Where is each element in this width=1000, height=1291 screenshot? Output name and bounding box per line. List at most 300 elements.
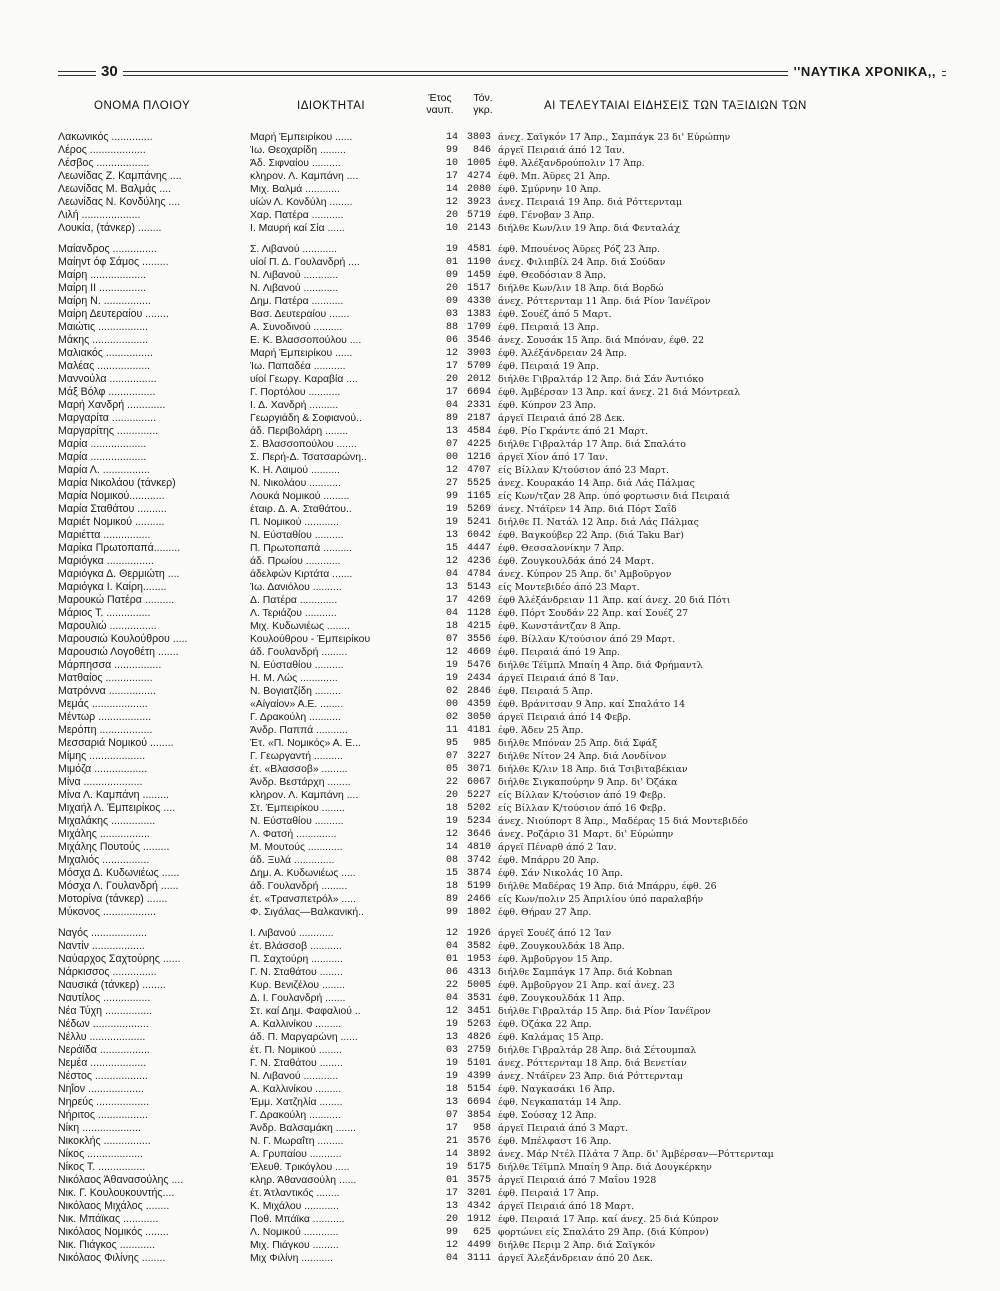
col-header-year <box>420 92 460 116</box>
ship-name: Μαρία ................... <box>58 438 147 450</box>
gross-tonnage: 4581 <box>466 244 491 255</box>
gross-tonnage: 1216 <box>466 452 491 463</box>
ship-name: Μαρουλιώ ................ <box>58 620 157 632</box>
build-year: 03 <box>445 309 458 320</box>
journal-title: ''ΝΑΥΤΙΚΑ ΧΡΟΝΙΚΑ,, <box>788 62 942 82</box>
ship-owner: Γ. Δρακούλη ........... <box>250 1110 341 1121</box>
voyage-news: άνεχ. Φιλιπβίλ 24 Άπρ. διά Σούδαν <box>498 257 666 268</box>
table-row <box>0 516 1000 529</box>
table-row <box>0 347 1000 360</box>
table-row <box>0 170 1000 183</box>
table-row <box>0 1200 1000 1213</box>
build-year: 19 <box>445 517 458 528</box>
ship-owner: κληρ. Άθανασούλη ...... <box>250 1175 357 1186</box>
ship-name: Νέστος .................. <box>58 1070 148 1082</box>
build-year: 14 <box>445 1149 458 1160</box>
build-year: 20 <box>445 374 458 385</box>
gross-tonnage: 3576 <box>466 1136 491 1147</box>
voyage-news: άνεχ. Ντάϊρεν 14 Άπρ. διά Πόρτ Σαΐδ <box>498 504 677 515</box>
gross-tonnage: 6694 <box>466 1097 491 1108</box>
voyage-news: έφθ. Πειραιά άπό 19 Άπρ. <box>498 647 621 658</box>
ship-owner: Π. Σαχτούρη ........... <box>250 954 343 965</box>
ship-name: Λιλή .................... <box>58 209 141 221</box>
ship-owner: Ν. Εύσταθίου .......... <box>250 530 344 541</box>
build-year: 06 <box>445 335 458 346</box>
table-row <box>0 841 1000 854</box>
gross-tonnage: 5143 <box>466 582 491 593</box>
table-row <box>0 308 1000 321</box>
gross-tonnage: 5269 <box>466 504 491 515</box>
voyage-news: άνεχ. Νιούπορτ 8 Άπρ., Μαδέρας 15 διά Μοντεβιδέο <box>498 816 748 827</box>
ship-owner: Σ. Περή-Δ. Τσατσαρώνη.. <box>250 452 367 463</box>
build-year: 12 <box>445 465 458 476</box>
gross-tonnage: 5101 <box>466 1058 491 1069</box>
ship-owner: άδελφών Κιρτάτα ....... <box>250 569 353 580</box>
table-row <box>0 711 1000 724</box>
gross-tonnage: 1383 <box>466 309 491 320</box>
build-year: 19 <box>445 1071 458 1082</box>
ship-owner: έτ. Π. Νομικού ........ <box>250 1045 342 1056</box>
ship-owner: Ίω. Δανιόλου .......... <box>250 582 342 593</box>
table-row <box>0 815 1000 828</box>
ship-name: Μάριος Τ. ............... <box>58 607 151 619</box>
build-year: 13 <box>445 426 458 437</box>
voyage-news: είς Μοντεβιδέο άπό 23 Μαρτ. <box>498 582 640 593</box>
ship-name: Μαριόγκα ................ <box>58 555 154 567</box>
table-row <box>0 1174 1000 1187</box>
build-year: 02 <box>445 712 458 723</box>
ship-owner: Ν. Λιβανού ............ <box>250 283 339 294</box>
ship-name: Μαίρη Ν. ................ <box>58 295 151 307</box>
build-year: 12 <box>445 829 458 840</box>
table-row <box>0 243 1000 256</box>
ship-owner: Λ. Τεριάζου ........... <box>250 608 337 619</box>
ship-name: Μαρουσιώ Λογοθέτη ....... <box>58 646 179 658</box>
page-number: 30 <box>96 62 123 82</box>
build-year: 04 <box>445 608 458 619</box>
gross-tonnage: 3451 <box>466 1006 491 1017</box>
voyage-news: έφθ. Σουέζ άπό 5 Μαρτ. <box>498 309 612 320</box>
gross-tonnage: 3854 <box>466 1110 491 1121</box>
table-row <box>0 464 1000 477</box>
ship-name: Νικοκλής ................ <box>58 1135 151 1147</box>
ship-name: Μαρή Χανδρή ............. <box>58 399 166 411</box>
ship-name: Μαργαρίτα ............... <box>58 412 157 424</box>
ship-name: Μερόπη .................. <box>58 724 153 736</box>
gross-tonnage: 4584 <box>466 426 491 437</box>
build-year: 12 <box>445 647 458 658</box>
build-year: 13 <box>445 1097 458 1108</box>
ship-name: Μεσσαριά Νομικού ........ <box>58 737 174 749</box>
table-row <box>0 1070 1000 1083</box>
gross-tonnage: 2080 <box>466 184 491 195</box>
table-row <box>0 646 1000 659</box>
voyage-news: έφθ. Κύπρον 23 Άπρ. <box>498 400 597 411</box>
ship-name: Μαριόγκα Ι. Καίρη........ <box>58 581 167 593</box>
ship-owner: κληρον. Λ. Καμπάνη .... <box>250 171 359 182</box>
ship-name: Λέσβος .................. <box>58 157 150 169</box>
build-year: 01 <box>445 1175 458 1186</box>
voyage-news: άνεχ. Μάρ Ντέλ Πλάτα 7 Άπρ. δι' Άμβέρσαν—Ρόττερνταμ <box>498 1149 774 1160</box>
build-year: 89 <box>445 413 458 424</box>
voyage-news: διήλθε Τέϊμπλ Μπαίη 4 Άπρ. διά Φρήμαντλ <box>498 660 703 671</box>
gross-tonnage: 4236 <box>466 556 491 567</box>
ship-owner: Ν. Γ. Μωραΐτη ......... <box>250 1136 344 1147</box>
voyage-news: άνεχ. Ρόττερνταμ 11 Άπρ. διά Ρίον Ίανέϊρον <box>498 296 711 307</box>
voyage-news: διήλθε Γιβραλτάρ 12 Άπρ. διά Σάν Άντιόκο <box>498 374 704 385</box>
voyage-news: άργεϊ Πειραιά άπό 14 Φεβρ. <box>498 712 631 723</box>
build-year: 04 <box>445 569 458 580</box>
col-header-tons-line1: Τόν. <box>473 92 493 104</box>
ship-owner: έτ. «Βλασσοβ» ......... <box>250 764 348 775</box>
table-row <box>0 529 1000 542</box>
gross-tonnage: 5154 <box>466 1084 491 1095</box>
build-year: 20 <box>445 790 458 801</box>
voyage-news: έφθ. Σμύρνην 10 Άπρ. <box>498 184 602 195</box>
gross-tonnage: 2143 <box>466 223 491 234</box>
build-year: 95 <box>445 738 458 749</box>
table-row <box>0 373 1000 386</box>
voyage-news: έφθ. Άλέξανδρούπολιν 17 Άπρ. <box>498 158 645 169</box>
build-year: 10 <box>445 223 458 234</box>
ship-owner: υίοί Γεωργ. Καραβία .... <box>250 374 358 385</box>
gross-tonnage: 3071 <box>466 764 491 775</box>
build-year: 19 <box>445 816 458 827</box>
voyage-news: έφθ. Άμβοῦργον 15 Άπρ. <box>498 954 613 965</box>
gross-tonnage: 1005 <box>466 158 491 169</box>
ship-owner: Κουλούθρου - Έμπειρίκου <box>250 634 371 645</box>
gross-tonnage: 958 <box>472 1123 491 1134</box>
table-row <box>0 828 1000 841</box>
voyage-news: διήλθε Κ/λιν 18 Άπρ. διά Τσιβιταβέκιαν <box>498 764 688 775</box>
ship-name: Μαλέας .................. <box>58 360 151 372</box>
voyage-news: έφθ. Μπ. Άϋρες 21 Άπρ. <box>498 171 611 182</box>
build-year: 19 <box>445 1019 458 1030</box>
voyage-news: άργεϊ Πειραιά άπό 28 Δεκ. <box>498 413 625 424</box>
gross-tonnage: 4215 <box>466 621 491 632</box>
table-row <box>0 581 1000 594</box>
table-row <box>0 1252 1000 1265</box>
ship-name: Μαρία Λ. ................ <box>58 464 150 476</box>
ship-name: Μιχάλης Πουτούς ......... <box>58 841 170 853</box>
table-row <box>0 750 1000 763</box>
voyage-news: άνεχ. Κύπρον 25 Άπρ. δι' Άμβοῦργον <box>498 569 672 580</box>
voyage-news: άνεχ. Ροζάριο 31 Μαρτ. δι' Εύρώπην <box>498 829 674 840</box>
build-year: 07 <box>445 439 458 450</box>
gross-tonnage: 3575 <box>466 1175 491 1186</box>
build-year: 06 <box>445 967 458 978</box>
build-year: 17 <box>445 595 458 606</box>
build-year: 13 <box>445 582 458 593</box>
voyage-news: έφθ. Πειραιά 17 Άπρ. <box>498 1188 599 1199</box>
voyage-news: έφθ. Θεσσαλονίκην 7 Άπρ. <box>498 543 625 554</box>
build-year: 19 <box>445 660 458 671</box>
voyage-news: έφθ. Γένοβαν 3 Άπρ. <box>498 210 595 221</box>
table-row <box>0 802 1000 815</box>
table-row <box>0 196 1000 209</box>
gross-tonnage: 3201 <box>466 1188 491 1199</box>
voyage-news: διήλθε Περιμ 2 Άπρ. διά Σαϊγκόν <box>498 1240 656 1251</box>
table-row <box>0 157 1000 170</box>
ship-owner: Α. Γρυπαίου ........... <box>250 1149 342 1160</box>
table-row <box>0 1096 1000 1109</box>
ship-name: Μαρίκα Πρωτοπαπά......... <box>58 542 181 554</box>
gross-tonnage: 3742 <box>466 855 491 866</box>
build-year: 01 <box>445 954 458 965</box>
gross-tonnage: 1128 <box>466 608 491 619</box>
table-row <box>0 321 1000 334</box>
table-row <box>0 222 1000 235</box>
build-year: 04 <box>445 993 458 1004</box>
build-year: 14 <box>445 132 458 143</box>
ship-name: Μαιώτις ................. <box>58 321 149 333</box>
voyage-news: έφθ. Ζουγκουλδάκ 11 Άπρ. <box>498 993 625 1004</box>
table-row <box>0 1031 1000 1044</box>
ship-name: Νικόλαος Φιλίνης ........ <box>58 1252 166 1264</box>
gross-tonnage: 5199 <box>466 881 491 892</box>
voyage-news: έφθ. Πειραιά 13 Άπρ. <box>498 322 599 333</box>
build-year: 17 <box>445 1188 458 1199</box>
table-row <box>0 1109 1000 1122</box>
ship-owner: Γ. Ν. Σταθάτου ........ <box>250 967 343 978</box>
ship-owner: Α. Καλλινίκου ......... <box>250 1084 342 1095</box>
ship-name: Λεωνίδας Ζ. Καμπάνης .... <box>58 170 182 182</box>
column-headers <box>0 90 1000 130</box>
ship-name: Νέα Τύχη ................ <box>58 1005 153 1017</box>
build-year: 89 <box>445 894 458 905</box>
ship-owner: Γ. Πορτόλου ........... <box>250 387 341 398</box>
table-row <box>0 209 1000 222</box>
gross-tonnage: 4826 <box>466 1032 491 1043</box>
table-row <box>0 399 1000 412</box>
voyage-news: έφθ. Πειραιά 17 Άπρ. καί άνεχ. 25 διά Κύπρον <box>498 1214 719 1225</box>
build-year: 17 <box>445 171 458 182</box>
build-year: 22 <box>445 777 458 788</box>
build-year: 22 <box>445 980 458 991</box>
gross-tonnage: 4784 <box>466 569 491 580</box>
gross-tonnage: 6694 <box>466 387 491 398</box>
ship-name: Νικ. Πιάγκος ............ <box>58 1239 156 1251</box>
ship-owner: Ι. Λιβανού ............ <box>250 928 334 939</box>
build-year: 17 <box>445 387 458 398</box>
gross-tonnage: 5709 <box>466 361 491 372</box>
table-row <box>0 685 1000 698</box>
build-year: 12 <box>445 197 458 208</box>
table-row <box>0 295 1000 308</box>
ship-name: Λακωνικός .............. <box>58 131 153 143</box>
gross-tonnage: 2012 <box>466 374 491 385</box>
ship-owner: Δημ. Πατέρα ........... <box>250 296 344 307</box>
voyage-news: είς Βίλλαν Κ/τούσιον άπό 19 Φεβρ. <box>498 790 666 801</box>
voyage-news: είς Βίλλαν Κ/τούσιον άπό 16 Φεβρ. <box>498 803 666 814</box>
table-row <box>0 854 1000 867</box>
voyage-news: διήλθε Γιβραλτάρ 15 Άπρ. διά Ρίον Ίανέϊρον <box>498 1006 711 1017</box>
gross-tonnage: 1953 <box>466 954 491 965</box>
build-year: 07 <box>445 1110 458 1121</box>
gross-tonnage: 2846 <box>466 686 491 697</box>
voyage-news: έφθ. Άδεν 25 Άπρ. <box>498 725 584 736</box>
ship-name: Μαρουκώ Πατέρα .......... <box>58 594 175 606</box>
col-header-tons-line2: γκρ. <box>473 104 493 116</box>
ship-owner: άδ. Περιβολάρη ........ <box>250 426 349 437</box>
gross-tonnage: 4330 <box>466 296 491 307</box>
ship-name: Ναγός ................... <box>58 927 147 939</box>
voyage-news: άνεχ. Σουσάκ 15 Άπρ. διά Μπόναν, έφθ. 22 <box>498 335 705 346</box>
gross-tonnage: 3050 <box>466 712 491 723</box>
ship-owner: έτ. Βλάσσοβ ........... <box>250 941 342 952</box>
build-year: 05 <box>445 764 458 775</box>
ship-owner: Π. Νομικού ............ <box>250 517 339 528</box>
ship-owner: Μιχ. Πιάγκου ......... <box>250 1240 339 1251</box>
gross-tonnage: 4181 <box>466 725 491 736</box>
ship-name: Νάρκισσος ............... <box>58 966 157 978</box>
voyage-news: έφθ. Νεγκαπατάμ 14 Άπρ. <box>498 1097 622 1108</box>
ship-name: Λεωνίδας Μ. Βαλμάς .... <box>58 183 172 195</box>
table-row <box>0 1187 1000 1200</box>
table-row <box>0 607 1000 620</box>
build-year: 00 <box>445 452 458 463</box>
table-row <box>0 940 1000 953</box>
table-row <box>0 412 1000 425</box>
ship-owner: Μιχ Φιλίνη ........... <box>250 1253 334 1264</box>
table-row <box>0 1122 1000 1135</box>
ship-owner: Κ. Η. Λαιμού .......... <box>250 465 340 476</box>
gross-tonnage: 4669 <box>466 647 491 658</box>
ship-owner: Ν. Βογιατζίδη ......... <box>250 686 341 697</box>
ship-owner: «Αίγαίον» Α.Ε. ........ <box>250 699 344 710</box>
gross-tonnage: 5719 <box>466 210 491 221</box>
ship-name: Ναυτίλος ................ <box>58 992 151 1004</box>
voyage-news: διήλθε Π. Νατάλ 12 Άπρ. διά Λάς Πάλμας <box>498 517 699 528</box>
gross-tonnage: 3556 <box>466 634 491 645</box>
voyage-news: διήλθε Κων/λιν 19 Άπρ. διά Φενταλάχ <box>498 223 680 234</box>
voyage-news: έφθ. Καλάμας 15 Άπρ. <box>498 1032 604 1043</box>
ship-owner: Π. Πρωτοπαπά .......... <box>250 543 353 554</box>
ship-name: Λέρος ................... <box>58 144 146 156</box>
table-row <box>0 451 1000 464</box>
voyage-news: έφθ. Σάν Νικολάς 10 Άπρ. <box>498 868 623 879</box>
gross-tonnage: 4359 <box>466 699 491 710</box>
gross-tonnage: 3531 <box>466 993 491 1004</box>
voyage-news: έφθ. Μπάρρυ 20 Άπρ. <box>498 855 600 866</box>
voyage-news: διήλθε Γιβραλτάρ 28 Άπρ. διά Σέτουμπαλ <box>498 1045 697 1056</box>
table-row <box>0 490 1000 503</box>
build-year: 13 <box>445 1201 458 1212</box>
table-row <box>0 659 1000 672</box>
ship-owner: Γ. Ν. Σταθάτου ........ <box>250 1058 343 1069</box>
table-row <box>0 503 1000 516</box>
ship-owner: Έμμ. Χατζηλία ........ <box>250 1097 343 1108</box>
ship-owner: Άνδρ. Βαλσαμάκη ....... <box>250 1123 356 1134</box>
ship-name: Νικ. Γ. Κουλουκουντής.... <box>58 1187 175 1199</box>
table-row <box>0 1213 1000 1226</box>
build-year: 07 <box>445 751 458 762</box>
table-row <box>0 131 1000 144</box>
table-row <box>0 1135 1000 1148</box>
ship-name: Νηΐον ................... <box>58 1083 144 1095</box>
ship-name: Ματρόννα ................ <box>58 685 156 697</box>
ship-owner: Ποθ. Μπάϊκα ........... <box>250 1214 345 1225</box>
voyage-news: άργεϊ Πέναρθ άπό 2 Ίαν. <box>498 842 617 853</box>
ship-owner: Βασ. Δευτεραίου ....... <box>250 309 350 320</box>
voyage-news: είς Κων/πολιν 25 Άπριλίου ύπό παραλαβήν <box>498 894 704 905</box>
gross-tonnage: 3582 <box>466 941 491 952</box>
gross-tonnage: 1802 <box>466 907 491 918</box>
gross-tonnage: 4810 <box>466 842 491 853</box>
voyage-news: έφθ. Βράνιτσαν 9 Άπρ. καί Σπαλάτο 14 <box>498 699 686 710</box>
voyage-news: διήλθε Γιβραλτάρ 17 Άπρ. διά Σπαλάτο <box>498 439 686 450</box>
voyage-news: έφθ. Άμβοῦργον 21 Άπρ. καί άνεχ. 23 <box>498 980 675 991</box>
voyage-news: άνεχ. Κουρακάο 14 Άπρ. διά Λάς Πάλμας <box>498 478 695 489</box>
voyage-news: έφθ. Βαγκούβερ 22 Άπρ. (διά Taku Bar) <box>498 530 684 541</box>
gross-tonnage: 5175 <box>466 1162 491 1173</box>
build-year: 99 <box>445 1227 458 1238</box>
table-row <box>0 672 1000 685</box>
build-year: 12 <box>445 556 458 567</box>
voyage-news: έφθ. Θήραν 27 Άπρ. <box>498 907 592 918</box>
ship-name: Νεμέα ................... <box>58 1057 147 1069</box>
ship-owner: Σ. Λιβανού ............ <box>250 244 338 255</box>
ship-name: Μαριόγκα Δ. Θερμιώτη .... <box>58 568 180 580</box>
gross-tonnage: 2187 <box>466 413 491 424</box>
table-row <box>0 438 1000 451</box>
ship-name: Νικόλαος Μιχάλος ........ <box>58 1200 170 1212</box>
voyage-news: έφθ. Σούσαχ 12 Άπρ. <box>498 1110 597 1121</box>
ship-owner: Στ. Έμπειρίκου ........ <box>250 803 345 814</box>
build-year: 00 <box>445 699 458 710</box>
ship-name: Μίμης ................... <box>58 750 146 762</box>
build-year: 09 <box>445 296 458 307</box>
ship-owner: Φ. Σιγάλας—Βαλκανική.. <box>250 907 364 918</box>
build-year: 15 <box>445 868 458 879</box>
gross-tonnage: 2759 <box>466 1045 491 1056</box>
voyage-news: άργεϊ Πειραιά άπό 12 Ίαν. <box>498 145 625 156</box>
ship-name: Νικ. Μπάϊκας ............ <box>58 1213 159 1225</box>
ship-owner: Κ. Μιχάλου ............ <box>250 1201 339 1212</box>
voyage-news: άργεϊ Πειραιά άπό 8 Ίαν. <box>498 673 619 684</box>
gross-tonnage: 4707 <box>466 465 491 476</box>
voyage-news: άργεϊ Άλεξάνδρειαν άπό 20 Δεκ. <box>498 1253 653 1264</box>
table-row <box>0 698 1000 711</box>
ship-name: Μαίρη ΙΙ ................ <box>58 282 147 294</box>
ship-owner: άδ. Ξυλά .............. <box>250 855 335 866</box>
voyage-news: έφθ. Ζουγκουλδάκ άπό 24 Μαρτ. <box>498 556 655 567</box>
ship-name: Μαρία Νικολάου (τάνκερ) <box>58 477 176 489</box>
table-row <box>0 144 1000 157</box>
ship-name: Μαννούλα ................ <box>58 373 157 385</box>
ship-owner: Δ. Ι. Γουλανδρή ....... <box>250 993 346 1004</box>
ship-name: Νέλλυ ................... <box>58 1031 146 1043</box>
gross-tonnage: 3227 <box>466 751 491 762</box>
ship-name: Μαλιακός ................ <box>58 347 153 359</box>
col-header-year-line2: ναυπ. <box>426 104 454 116</box>
table-row <box>0 334 1000 347</box>
gross-tonnage: 3803 <box>466 132 491 143</box>
ship-name: Μεμάς ................... <box>58 698 148 710</box>
ship-name: Μαρία Νομικού............ <box>58 490 165 502</box>
gross-tonnage: 3874 <box>466 868 491 879</box>
ship-owner: Ε. Κ. Βλασσοπούλου .... <box>250 335 362 346</box>
ship-name: Μόσχα Λ. Γουλανδρή ...... <box>58 880 179 892</box>
table-row <box>0 776 1000 789</box>
build-year: 19 <box>445 1058 458 1069</box>
gross-tonnage: 4447 <box>466 543 491 554</box>
table-row <box>0 555 1000 568</box>
ship-owner: Άνδρ. Παππά ........... <box>250 725 348 736</box>
build-year: 18 <box>445 621 458 632</box>
voyage-news: έφθ. Άμβέρσαν 13 Άπρ. καί άνεχ. 21 διά Μόντρεαλ <box>498 387 741 398</box>
voyage-news: είς Κων/τζαν 28 Άπρ. ύπό φορτωσιν διά Πειραιά <box>498 491 730 502</box>
